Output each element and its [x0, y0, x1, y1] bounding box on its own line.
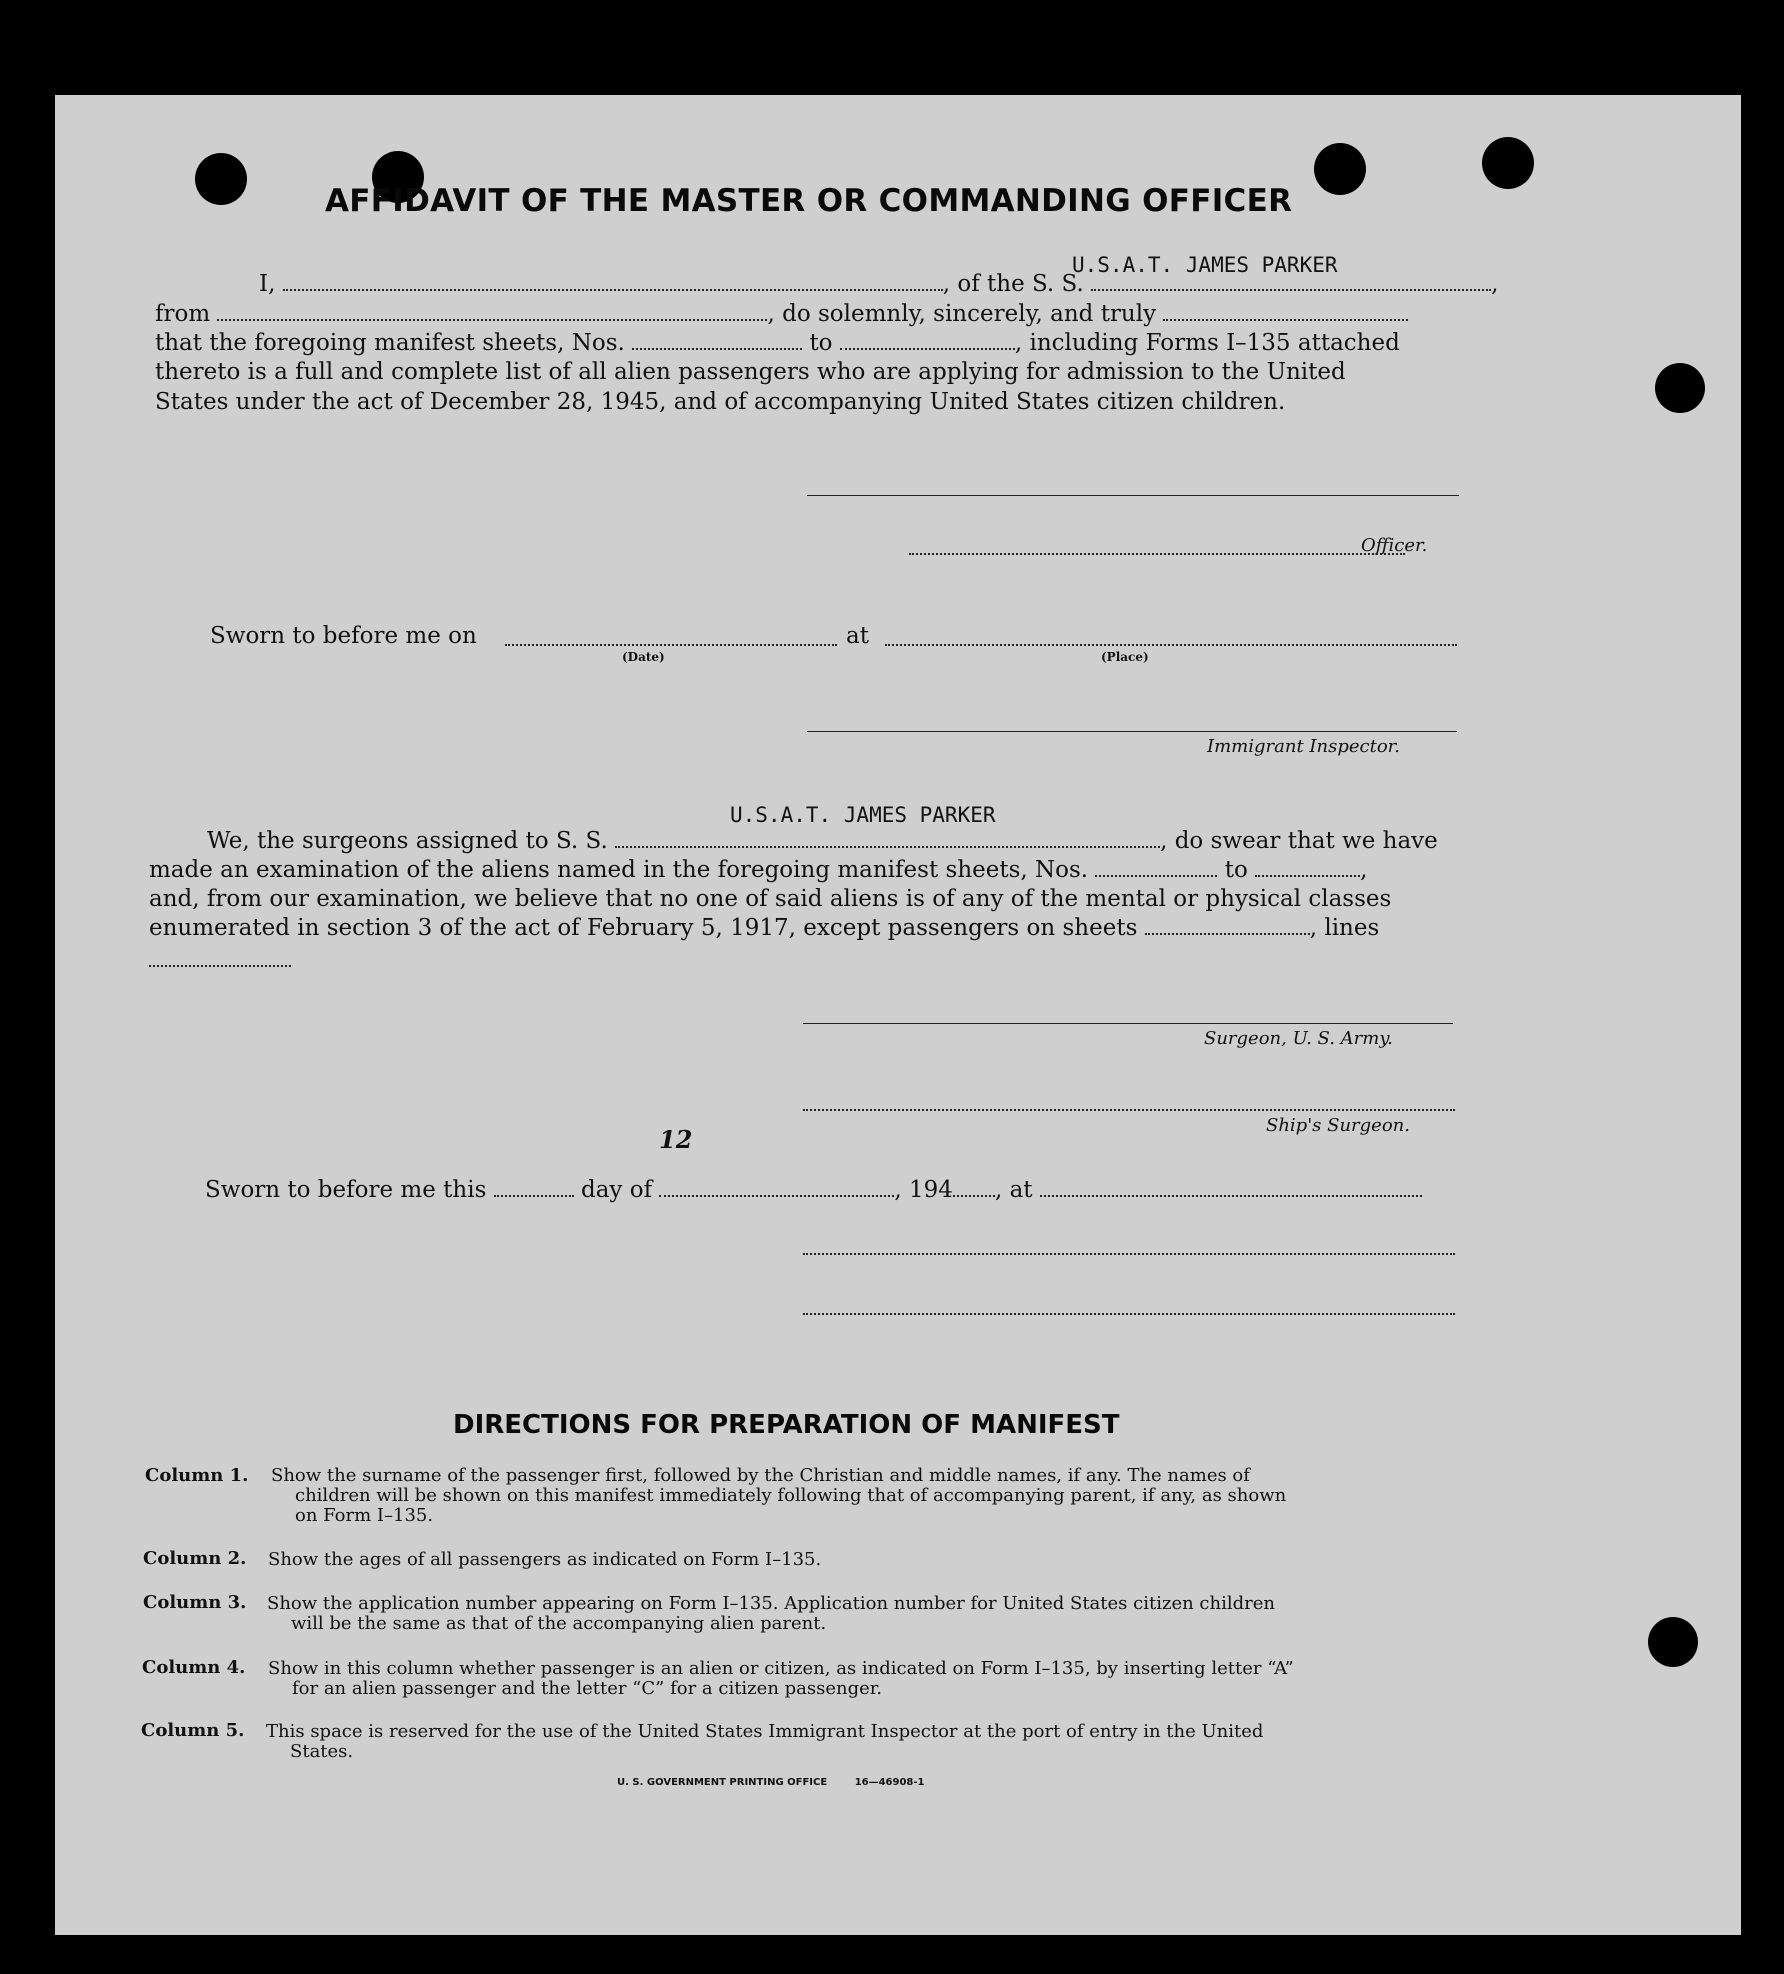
inspector-label: Immigrant Inspector.: [1207, 736, 1401, 757]
sworn-day-field[interactable]: [494, 1175, 574, 1197]
handwritten-mark: 12: [659, 1125, 693, 1154]
punch-hole: [195, 153, 247, 205]
officer-label: Officer.: [1361, 535, 1428, 556]
except-lines-field[interactable]: [149, 965, 291, 967]
inspector-signature-line[interactable]: [807, 731, 1457, 732]
army-surgeon-signature-line[interactable]: [803, 1023, 1453, 1024]
surgeons-line-2: made an examination of the aliens named in the foregoing manifest sheets, Nos. to ,: [149, 857, 1368, 883]
directions-title: DIRECTIONS FOR PREPARATION OF MANIFEST: [453, 1410, 1120, 1440]
sworn-place-field-2[interactable]: [1040, 1175, 1422, 1197]
ship-surgeon-label: Ship's Surgeon.: [1266, 1115, 1410, 1136]
column-5-label: Column 5.: [141, 1720, 245, 1741]
sheet-from-field[interactable]: [632, 328, 802, 350]
ship-name-field[interactable]: [1091, 269, 1491, 291]
surgeon-ship-name-typed: U.S.A.T. JAMES PARKER: [730, 803, 996, 827]
printer-imprint: U. S. GOVERNMENT PRINTING OFFICE 16—46908-1: [617, 1777, 925, 1788]
column-4-label: Column 4.: [142, 1657, 246, 1678]
affidavit-line-4: thereto is a full and complete list of all alien passengers who are applying for admission to the United: [155, 359, 1346, 385]
army-surgeon-label: Surgeon, U. S. Army.: [1204, 1028, 1393, 1049]
swear-field[interactable]: [1163, 299, 1408, 321]
column-3-label: Column 3.: [143, 1592, 247, 1613]
officer-title-line[interactable]: [909, 553, 1405, 555]
punch-hole: [1648, 1617, 1698, 1667]
punch-hole: [1482, 137, 1534, 189]
except-sheets-field[interactable]: [1145, 913, 1310, 935]
punch-hole: [1655, 363, 1705, 413]
form-sheet: [55, 95, 1741, 1935]
column-2-label: Column 2.: [143, 1548, 247, 1569]
affidavit-line-1: I, , of the S. S. ,: [259, 271, 1499, 297]
officer-signature-line[interactable]: [807, 495, 1459, 496]
column-4-text: Show in this column whether passenger is an alien or citizen, as indicated on Form I–135, by inserting letter “A” for an alien passenger and the letter “C” for a citizen passenger.: [268, 1658, 1294, 1699]
surgeon-ship-field[interactable]: [615, 826, 1160, 848]
witness-signature-line[interactable]: [803, 1253, 1455, 1255]
ship-name-typed: U.S.A.T. JAMES PARKER: [1072, 253, 1338, 277]
punch-hole: [1314, 143, 1366, 195]
place-caption: (Place): [1101, 650, 1149, 664]
sworn-date-field[interactable]: [505, 644, 837, 646]
affidavit-line-2: from , do solemnly, sincerely, and truly: [155, 299, 1408, 329]
column-1-label: Column 1.: [145, 1465, 249, 1486]
sworn-month-field[interactable]: [659, 1175, 894, 1197]
sworn-place-field[interactable]: [885, 644, 1457, 646]
date-caption: (Date): [622, 650, 665, 664]
officer-name-field[interactable]: [283, 269, 943, 291]
surgeon-sheet-from-field[interactable]: [1095, 855, 1217, 877]
surgeon-sheet-to-field[interactable]: [1255, 855, 1360, 877]
ship-surgeon-signature-line[interactable]: [803, 1109, 1455, 1111]
sheet-to-field[interactable]: [840, 328, 1015, 350]
column-5-text: This space is reserved for the use of the United States Immigrant Inspector at the port of entry in the United States.: [266, 1721, 1264, 1762]
surgeon-sworn-line: Sworn to before me this day of , 194 , at: [205, 1175, 1422, 1205]
sworn-at-label: at: [846, 623, 869, 649]
affidavit-line-3: that the foregoing manifest sheets, Nos. to , including Forms I–135 attached: [155, 330, 1400, 356]
surgeons-line-1: We, the surgeons assigned to S. S. , do swear that we have: [207, 828, 1438, 854]
affidavit-title: AFFIDAVIT OF THE MASTER OR COMMANDING OFFICER: [325, 183, 1293, 219]
surgeons-line-4: enumerated in section 3 of the act of February 5, 1917, except passengers on sheets , lines: [149, 915, 1380, 941]
column-1-text: Show the surname of the passenger first, followed by the Christian and middle names, if any. The names of children will be shown on this manifest immediately following that of accompanying parent, if any, as shown on Form I–135.: [271, 1465, 1287, 1526]
from-port-field[interactable]: [217, 299, 767, 321]
sworn-year-field[interactable]: [953, 1175, 995, 1197]
column-2-text: Show the ages of all passengers as indicated on Form I–135.: [268, 1549, 822, 1570]
affidavit-line-5: States under the act of December 28, 1945, and of accompanying United States citizen children.: [155, 389, 1286, 415]
sworn-before-me-on-label: Sworn to before me on: [210, 623, 477, 649]
witness-title-line[interactable]: [803, 1313, 1455, 1315]
column-3-text: Show the application number appearing on Form I–135. Application number for United States citizen children will be the same as that of the accompanying alien parent.: [267, 1593, 1275, 1634]
surgeons-line-3: and, from our examination, we believe that no one of said aliens is of any of the mental or physical classes: [149, 886, 1392, 912]
